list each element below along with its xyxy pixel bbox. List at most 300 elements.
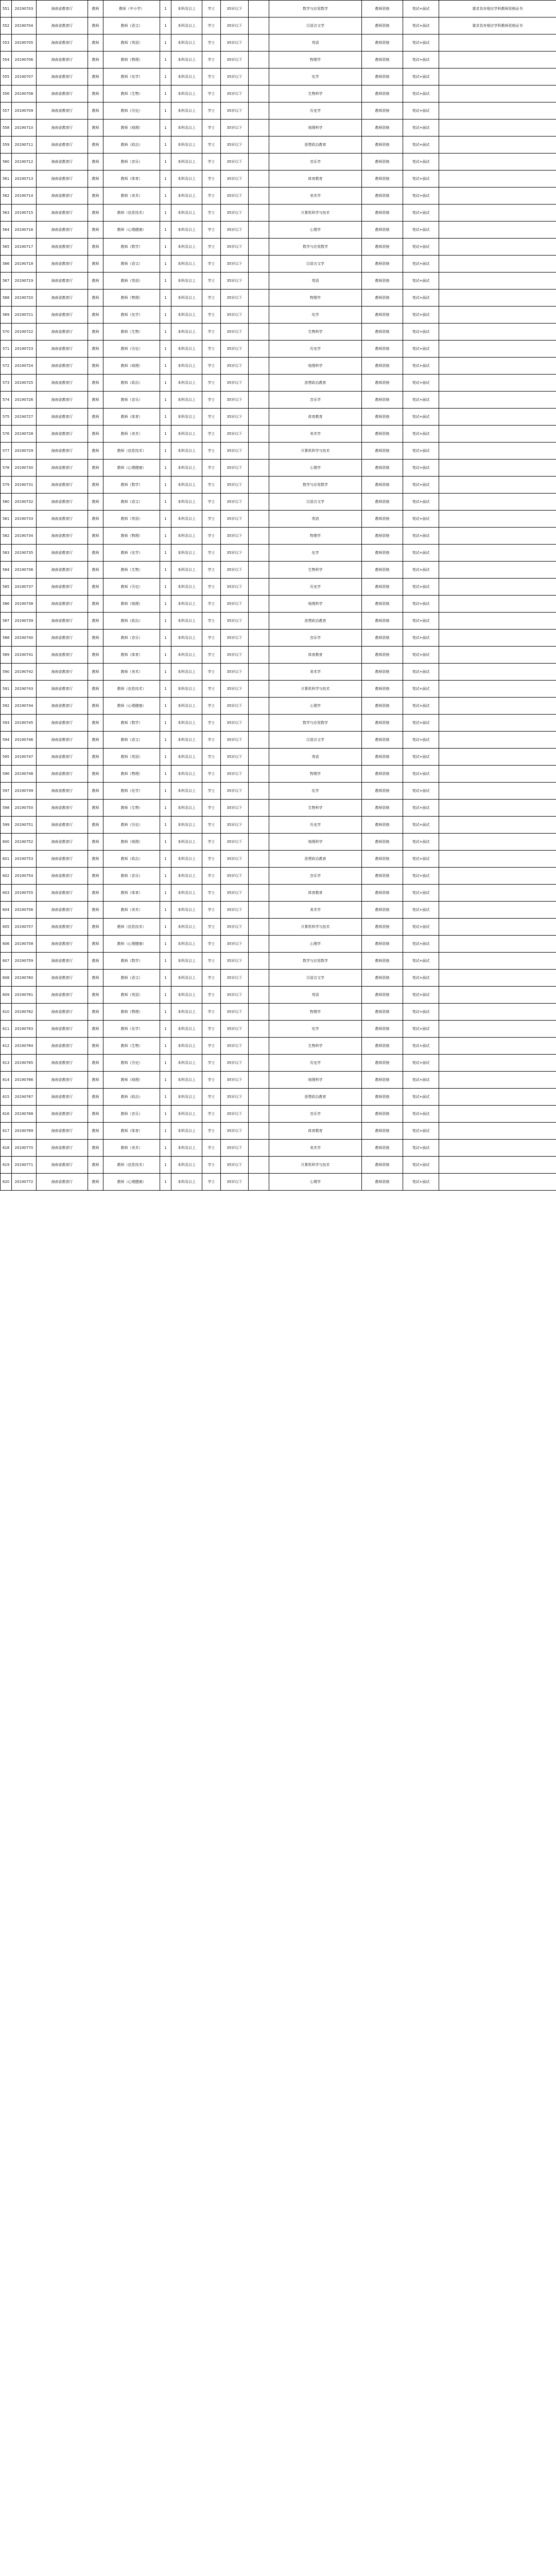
cell-edu: 本科及以上 [171,868,202,885]
cell-title: 教师资格 [362,86,403,103]
cell-major: 教师（音乐） [103,868,160,885]
cell-type: 教师 [88,460,103,477]
cell-count: 1 [160,715,171,732]
cell-req_major: 历史学 [269,579,362,596]
cell-note [439,341,556,358]
cell-exam: 笔试+面试 [403,273,439,290]
table-row [1,868,556,885]
cell-degree: 学士 [202,443,221,460]
cell-type: 教师 [88,358,103,375]
cell-unit: 海南省教育厅 [37,1,88,18]
cell-major: 教师（物理） [103,290,160,307]
cell-count: 1 [160,69,171,86]
cell-major: 教师（地理） [103,120,160,137]
cell-title: 教师资格 [362,562,403,579]
cell-age: 35岁以下 [221,324,249,341]
table-row [1,256,556,273]
cell-note [439,1106,556,1123]
cell-title: 教师资格 [362,103,403,120]
cell-exam: 笔试+面试 [403,120,439,137]
cell-type: 教师 [88,86,103,103]
cell-political [249,1021,269,1038]
cell-degree: 学士 [202,1140,221,1157]
cell-degree: 学士 [202,239,221,256]
cell-unit: 海南省教育厅 [37,86,88,103]
cell-title: 教师资格 [362,545,403,562]
cell-title: 教师资格 [362,324,403,341]
cell-exam: 笔试+面试 [403,936,439,953]
cell-degree: 学士 [202,1021,221,1038]
cell-major: 教师（化学） [103,1021,160,1038]
cell-age: 35岁以下 [221,137,249,154]
cell-age: 35岁以下 [221,375,249,392]
cell-degree: 学士 [202,69,221,86]
cell-req_major: 历史学 [269,103,362,120]
cell-no: 557 [1,103,12,120]
cell-major: 教师（语文） [103,970,160,987]
cell-note [439,188,556,205]
cell-exam: 笔试+面试 [403,902,439,919]
cell-edu: 本科及以上 [171,749,202,766]
cell-exam: 笔试+面试 [403,460,439,477]
cell-no: 584 [1,562,12,579]
cell-code: 20190752 [12,834,37,851]
cell-degree: 学士 [202,562,221,579]
cell-major: 教师（心理健康） [103,460,160,477]
cell-type: 教师 [88,800,103,817]
cell-code: 20190731 [12,477,37,494]
cell-type: 教师 [88,1021,103,1038]
cell-political [249,919,269,936]
cell-title: 教师资格 [362,936,403,953]
cell-major: 教师（信息技术） [103,443,160,460]
cell-type: 教师 [88,409,103,426]
cell-type: 教师 [88,885,103,902]
cell-degree: 学士 [202,35,221,52]
cell-unit: 海南省教育厅 [37,171,88,188]
cell-req_major: 思想政治教育 [269,375,362,392]
cell-req_major: 地理科学 [269,596,362,613]
cell-no: 554 [1,52,12,69]
cell-type: 教师 [88,1004,103,1021]
cell-no: 601 [1,851,12,868]
cell-title: 教师资格 [362,120,403,137]
cell-edu: 本科及以上 [171,970,202,987]
cell-count: 1 [160,1021,171,1038]
cell-note [439,52,556,69]
cell-age: 35岁以下 [221,1004,249,1021]
table-row [1,1174,556,1191]
cell-exam: 笔试+面试 [403,528,439,545]
table-row [1,800,556,817]
cell-degree: 学士 [202,936,221,953]
cell-count: 1 [160,341,171,358]
cell-political [249,35,269,52]
cell-major: 教师（美术） [103,1140,160,1157]
cell-political [249,562,269,579]
cell-degree: 学士 [202,766,221,783]
cell-unit: 海南省教育厅 [37,69,88,86]
cell-code: 20190709 [12,103,37,120]
cell-edu: 本科及以上 [171,562,202,579]
cell-political [249,171,269,188]
cell-title: 教师资格 [362,307,403,324]
cell-political [249,290,269,307]
cell-no: 567 [1,273,12,290]
cell-degree: 学士 [202,256,221,273]
cell-major: 教师（生物） [103,1038,160,1055]
cell-major: 教师（生物） [103,86,160,103]
cell-age: 35岁以下 [221,18,249,35]
cell-major: 教师（化学） [103,545,160,562]
table-row [1,341,556,358]
cell-req_major: 物理学 [269,1004,362,1021]
cell-age: 35岁以下 [221,630,249,647]
cell-major: 教师（语文） [103,18,160,35]
cell-title: 教师资格 [362,1106,403,1123]
cell-degree: 学士 [202,681,221,698]
cell-exam: 笔试+面试 [403,885,439,902]
cell-unit: 海南省教育厅 [37,137,88,154]
cell-title: 教师资格 [362,1072,403,1089]
cell-code: 20190751 [12,817,37,834]
cell-age: 35岁以下 [221,1157,249,1174]
cell-count: 1 [160,52,171,69]
cell-degree: 学士 [202,341,221,358]
table-row [1,1,556,18]
cell-political [249,358,269,375]
cell-major: 教师（物理） [103,528,160,545]
cell-age: 35岁以下 [221,647,249,664]
cell-note [439,137,556,154]
cell-code: 20190735 [12,545,37,562]
cell-unit: 海南省教育厅 [37,188,88,205]
table-row [1,681,556,698]
cell-note [439,307,556,324]
cell-code: 20190742 [12,664,37,681]
cell-no: 610 [1,1004,12,1021]
cell-exam: 笔试+面试 [403,953,439,970]
document-sheet [0,0,556,1191]
cell-age: 35岁以下 [221,885,249,902]
table-row [1,817,556,834]
cell-no: 571 [1,341,12,358]
cell-count: 1 [160,766,171,783]
cell-count: 1 [160,647,171,664]
cell-major: 教师（音乐） [103,392,160,409]
cell-exam: 笔试+面试 [403,715,439,732]
cell-political [249,239,269,256]
cell-political [249,749,269,766]
cell-political [249,86,269,103]
cell-title: 教师资格 [362,613,403,630]
cell-exam: 笔试+面试 [403,766,439,783]
cell-age: 35岁以下 [221,579,249,596]
cell-unit: 海南省教育厅 [37,766,88,783]
cell-degree: 学士 [202,1038,221,1055]
cell-age: 35岁以下 [221,1,249,18]
cell-degree: 学士 [202,511,221,528]
cell-political [249,1123,269,1140]
cell-exam: 笔试+面试 [403,103,439,120]
cell-exam: 笔试+面试 [403,239,439,256]
cell-note [439,868,556,885]
recruitment-table [0,0,556,1191]
cell-political [249,800,269,817]
cell-type: 教师 [88,205,103,222]
cell-no: 619 [1,1157,12,1174]
cell-code: 20190708 [12,86,37,103]
cell-count: 1 [160,511,171,528]
cell-code: 20190772 [12,1174,37,1191]
table-row [1,86,556,103]
cell-exam: 笔试+面试 [403,137,439,154]
cell-degree: 学士 [202,902,221,919]
cell-note [439,1021,556,1038]
cell-req_major: 物理学 [269,290,362,307]
cell-code: 20190703 [12,1,37,18]
cell-age: 35岁以下 [221,681,249,698]
cell-edu: 本科及以上 [171,324,202,341]
cell-exam: 笔试+面试 [403,749,439,766]
table-row [1,545,556,562]
cell-degree: 学士 [202,647,221,664]
cell-unit: 海南省教育厅 [37,494,88,511]
table-row [1,1072,556,1089]
table-row [1,885,556,902]
cell-note [439,715,556,732]
cell-degree: 学士 [202,630,221,647]
cell-note [439,511,556,528]
cell-req_major: 美术学 [269,1140,362,1157]
cell-exam: 笔试+面试 [403,256,439,273]
cell-exam: 笔试+面试 [403,426,439,443]
cell-no: 569 [1,307,12,324]
cell-req_major: 历史学 [269,817,362,834]
cell-major: 教师（体育） [103,647,160,664]
cell-type: 教师 [88,171,103,188]
cell-type: 教师 [88,749,103,766]
cell-political [249,511,269,528]
cell-req_major: 心理学 [269,460,362,477]
cell-type: 教师 [88,783,103,800]
table-row [1,919,556,936]
cell-degree: 学士 [202,1106,221,1123]
cell-type: 教师 [88,970,103,987]
cell-count: 1 [160,902,171,919]
cell-political [249,375,269,392]
cell-exam: 笔试+面试 [403,681,439,698]
cell-unit: 海南省教育厅 [37,1140,88,1157]
cell-major: 教师（物理） [103,1004,160,1021]
cell-code: 20190741 [12,647,37,664]
cell-exam: 笔试+面试 [403,851,439,868]
cell-degree: 学士 [202,86,221,103]
cell-political [249,222,269,239]
cell-degree: 学士 [202,732,221,749]
cell-edu: 本科及以上 [171,103,202,120]
cell-no: 582 [1,528,12,545]
cell-no: 579 [1,477,12,494]
cell-edu: 本科及以上 [171,1123,202,1140]
cell-count: 1 [160,1,171,18]
cell-req_major: 音乐学 [269,1106,362,1123]
cell-degree: 学士 [202,205,221,222]
cell-degree: 学士 [202,273,221,290]
cell-political [249,188,269,205]
cell-no: 588 [1,630,12,647]
cell-unit: 海南省教育厅 [37,1157,88,1174]
cell-note [439,205,556,222]
cell-count: 1 [160,613,171,630]
table-row [1,1140,556,1157]
cell-degree: 学士 [202,834,221,851]
cell-major: 教师（地理） [103,596,160,613]
cell-age: 35岁以下 [221,307,249,324]
cell-req_major: 英语 [269,273,362,290]
cell-type: 教师 [88,664,103,681]
cell-type: 教师 [88,290,103,307]
cell-exam: 笔试+面试 [403,154,439,171]
cell-major: 教师（信息技术） [103,681,160,698]
table-row [1,1004,556,1021]
table-row [1,1106,556,1123]
cell-no: 565 [1,239,12,256]
cell-count: 1 [160,698,171,715]
cell-req_major: 心理学 [269,936,362,953]
cell-note [439,171,556,188]
cell-note [439,630,556,647]
table-row [1,375,556,392]
cell-title: 教师资格 [362,256,403,273]
cell-age: 35岁以下 [221,103,249,120]
cell-unit: 海南省教育厅 [37,120,88,137]
cell-title: 教师资格 [362,35,403,52]
cell-exam: 笔试+面试 [403,222,439,239]
cell-major: 教师（美术） [103,664,160,681]
cell-code: 20190720 [12,290,37,307]
cell-note [439,1157,556,1174]
cell-no: 598 [1,800,12,817]
cell-major: 教师（英语） [103,749,160,766]
cell-code: 20190754 [12,868,37,885]
cell-major: 教师（数学） [103,715,160,732]
cell-title: 教师资格 [362,868,403,885]
table-row [1,732,556,749]
cell-code: 20190706 [12,52,37,69]
cell-age: 35岁以下 [221,664,249,681]
cell-degree: 学士 [202,698,221,715]
cell-edu: 本科及以上 [171,375,202,392]
cell-type: 教师 [88,307,103,324]
cell-title: 教师资格 [362,681,403,698]
cell-count: 1 [160,1106,171,1123]
cell-note [439,443,556,460]
cell-code: 20190769 [12,1123,37,1140]
cell-no: 594 [1,732,12,749]
cell-exam: 笔试+面试 [403,1038,439,1055]
cell-req_major: 生物科学 [269,562,362,579]
cell-no: 590 [1,664,12,681]
table-row [1,647,556,664]
cell-degree: 学士 [202,1157,221,1174]
cell-political [249,324,269,341]
cell-type: 教师 [88,851,103,868]
cell-unit: 海南省教育厅 [37,358,88,375]
cell-req_major: 心理学 [269,222,362,239]
cell-unit: 海南省教育厅 [37,817,88,834]
cell-age: 35岁以下 [221,154,249,171]
cell-type: 教师 [88,1038,103,1055]
cell-req_major: 数学与应用数学 [269,953,362,970]
cell-type: 教师 [88,69,103,86]
cell-age: 35岁以下 [221,205,249,222]
cell-major: 教师（音乐） [103,1106,160,1123]
cell-type: 教师 [88,715,103,732]
cell-unit: 海南省教育厅 [37,1021,88,1038]
cell-code: 20190726 [12,392,37,409]
cell-unit: 海南省教育厅 [37,562,88,579]
cell-note [439,766,556,783]
cell-age: 35岁以下 [221,545,249,562]
cell-no: 614 [1,1072,12,1089]
cell-no: 559 [1,137,12,154]
cell-no: 611 [1,1021,12,1038]
cell-no: 596 [1,766,12,783]
table-row [1,936,556,953]
cell-no: 555 [1,69,12,86]
cell-count: 1 [160,1089,171,1106]
cell-edu: 本科及以上 [171,613,202,630]
cell-req_major: 音乐学 [269,868,362,885]
cell-political [249,817,269,834]
cell-degree: 学士 [202,222,221,239]
cell-title: 教师资格 [362,239,403,256]
cell-type: 教师 [88,562,103,579]
cell-count: 1 [160,970,171,987]
cell-unit: 海南省教育厅 [37,1089,88,1106]
cell-no: 564 [1,222,12,239]
cell-age: 35岁以下 [221,86,249,103]
cell-degree: 学士 [202,613,221,630]
cell-count: 1 [160,154,171,171]
cell-political [249,1174,269,1191]
cell-no: 552 [1,18,12,35]
cell-no: 592 [1,698,12,715]
cell-count: 1 [160,987,171,1004]
cell-note [439,1055,556,1072]
cell-req_major: 物理学 [269,528,362,545]
cell-title: 教师资格 [362,154,403,171]
cell-title: 教师资格 [362,596,403,613]
cell-age: 35岁以下 [221,460,249,477]
cell-political [249,273,269,290]
cell-degree: 学士 [202,970,221,987]
cell-title: 教师资格 [362,341,403,358]
cell-age: 35岁以下 [221,868,249,885]
cell-edu: 本科及以上 [171,1038,202,1055]
cell-unit: 海南省教育厅 [37,341,88,358]
cell-req_major: 地理科学 [269,358,362,375]
table-row [1,1021,556,1038]
cell-exam: 笔试+面试 [403,443,439,460]
cell-code: 20190760 [12,970,37,987]
cell-type: 教师 [88,52,103,69]
cell-count: 1 [160,749,171,766]
cell-title: 教师资格 [362,834,403,851]
cell-exam: 笔试+面试 [403,290,439,307]
cell-note [439,409,556,426]
